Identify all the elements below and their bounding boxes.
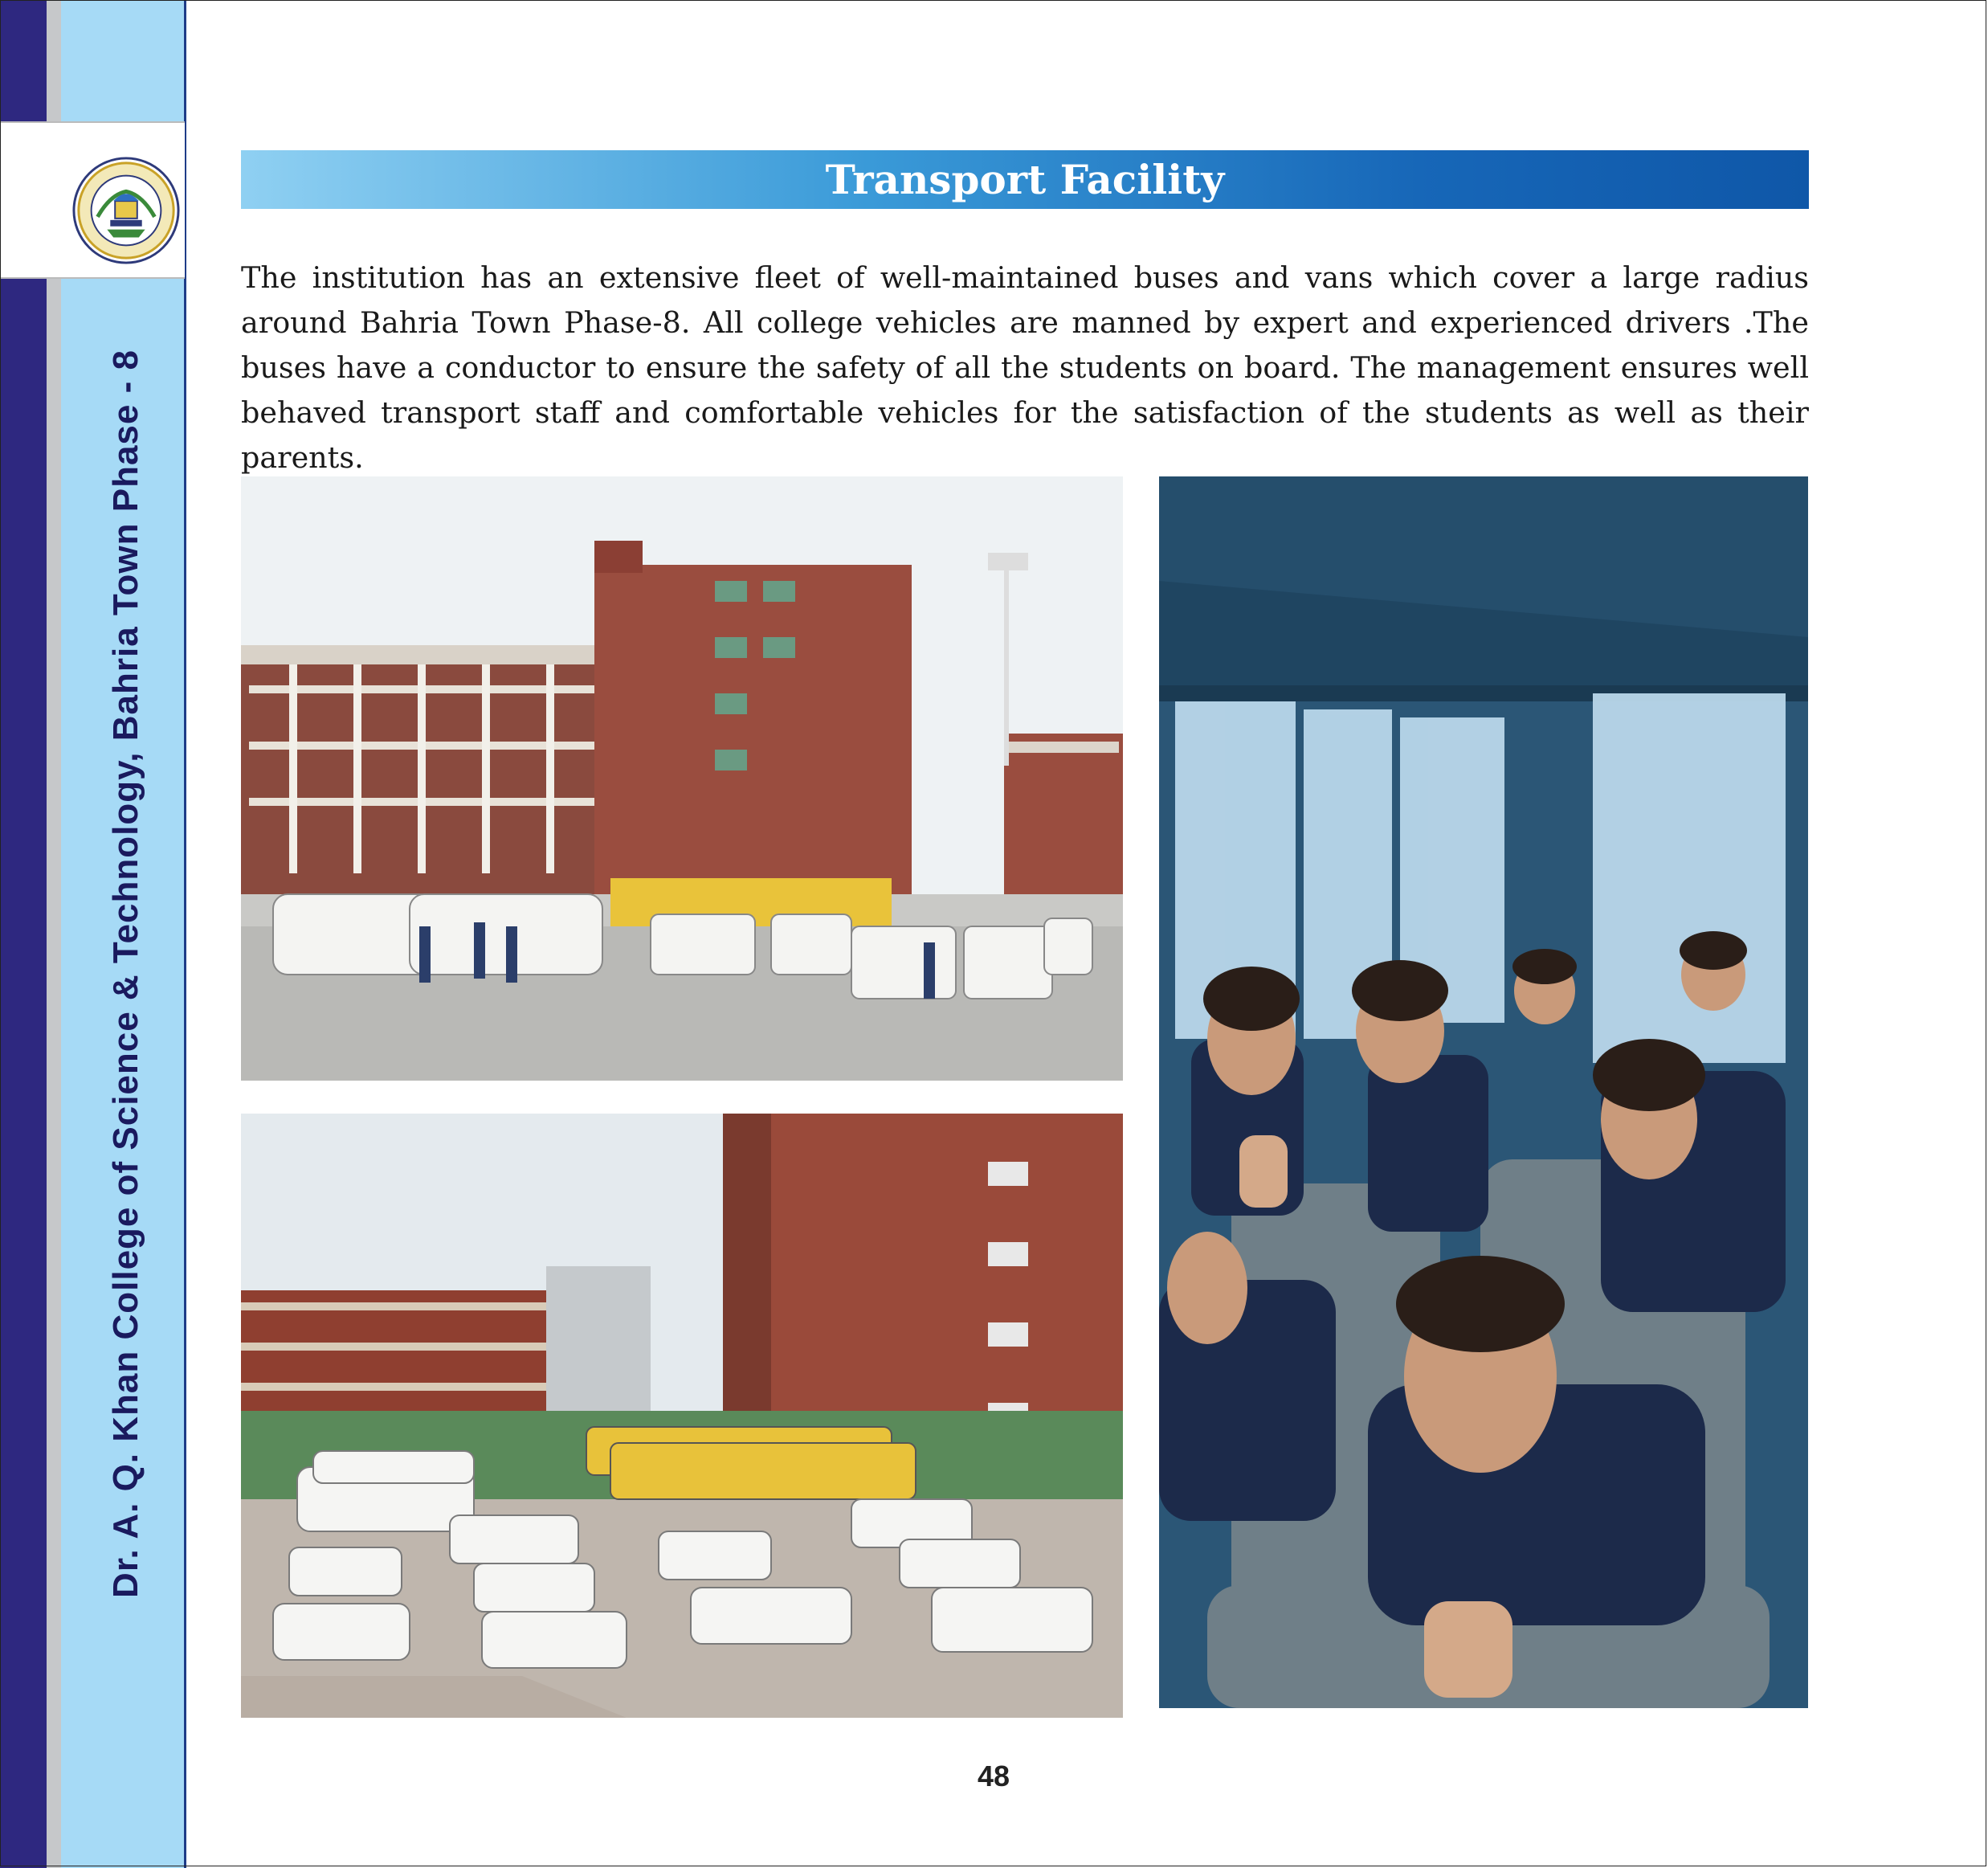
children-inside-bus-photo <box>1159 476 1808 1708</box>
intro-paragraph: The institution has an extensive fleet of well-maintained buses and vans which cover a large radius around Bahria Town Phase-8. All college vehicles are manned by expert and experienced drivers .The buses have a conductor to ensure the safety of all the students on board. The management ensures well behaved transport staff and comfortable vehicles for the satisfaction of the students as well as their parents. <box>241 260 1809 475</box>
spine-gray-band <box>47 0 61 1868</box>
spine-title: Dr. A. Q. Khan College of Science & Technology, Bahria Town Phase - 8 <box>106 349 145 1598</box>
section-header-bar <box>241 150 1809 209</box>
college-building-fleet-photo <box>241 476 1123 1081</box>
college-seal-icon <box>71 155 182 266</box>
page-number: 48 <box>977 1760 1010 1792</box>
spine-dark-band <box>0 0 47 1868</box>
spine-divider <box>184 0 186 1868</box>
parked-buses-aerial-photo <box>241 1114 1123 1718</box>
section-title: Transport Facility <box>825 156 1225 203</box>
intro-text <box>241 255 1809 480</box>
